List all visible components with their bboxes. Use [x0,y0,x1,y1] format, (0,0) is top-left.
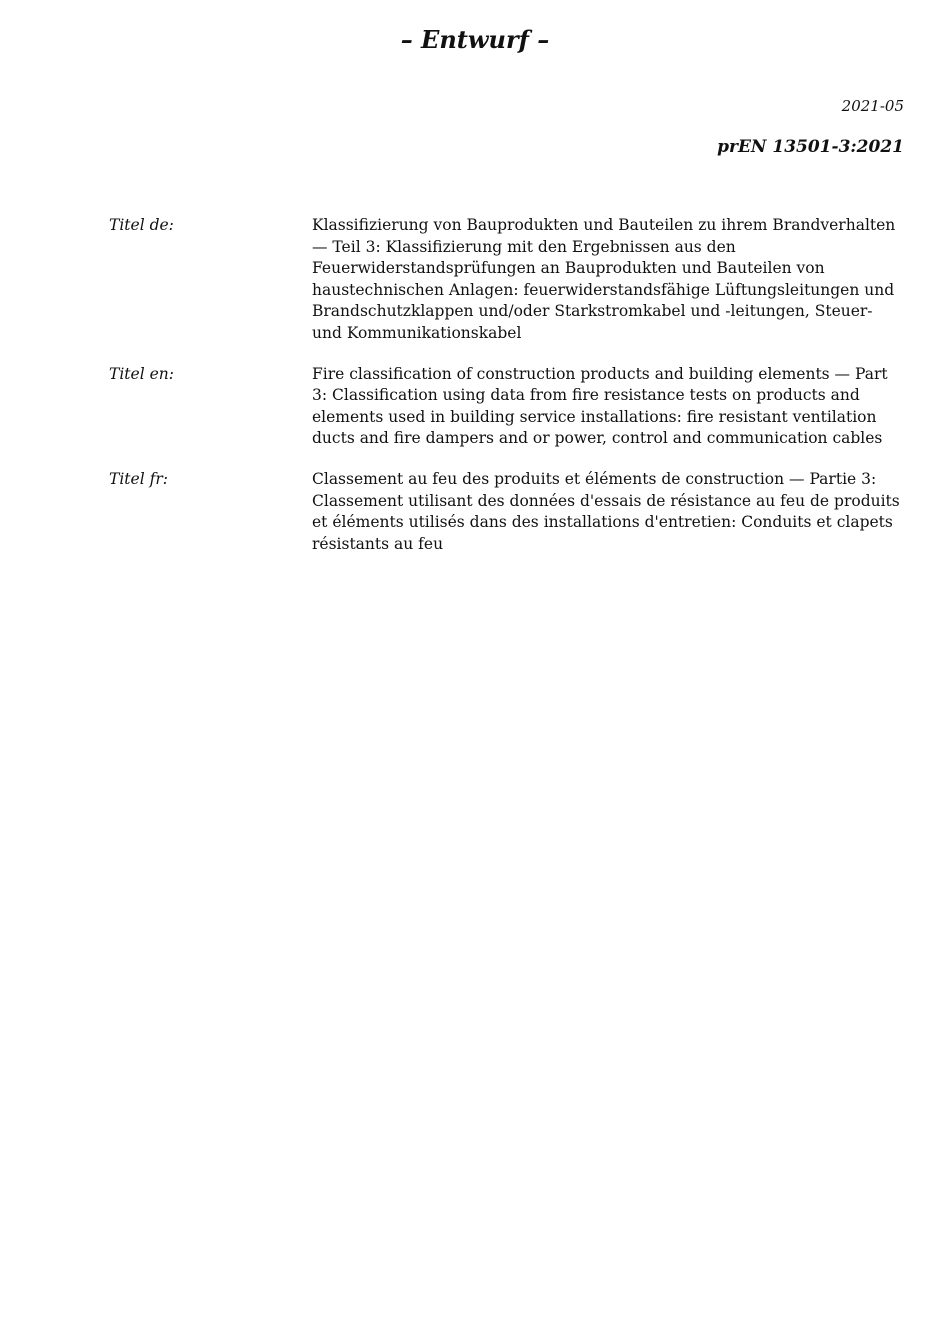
draft-heading: – Entwurf – [400,25,550,54]
title-row-de [109,215,905,345]
title-text-en: Fire classification of construction products and building elements — Part 3: Classification using data from fire resistance tests on products and elements used in building service installations: fire resistant ventilation ducts and fire dampers and or power, control and communication cables [312,364,888,448]
titles-table [109,215,905,574]
document-number: prEN 13501-3:2021 [717,137,904,157]
title-row-en [109,364,905,450]
title-row-fr [109,469,905,555]
title-text-de: Klassifizierung von Bauprodukten und Bauteilen zu ihrem Brandverhalten — Teil 3: Klassifizierung mit den Ergebnissen aus den Feuerwiderstandsprüfungen an Bauprodukten und Bauteilen von haustechnischen Anlagen: feuerwiderstandsfähige Lüftungsleitungen und Brandschutzklappen und/oder Starkstromkabel und -leitungen, Steuer- und Kommunikationskabel [312,216,896,342]
title-text-fr: Classement au feu des produits et éléments de construction — Partie 3: Classement utilisant des données d'essais de résistance au feu de produits et éléments utilisés dans des installations d'entretien: Conduits et clapets résistants au feu [312,469,900,553]
title-label-fr: Titel fr: [109,469,168,488]
document-date: 2021-05 [841,97,904,115]
title-label-en: Titel en: [109,364,174,383]
title-label-de: Titel de: [109,216,174,234]
